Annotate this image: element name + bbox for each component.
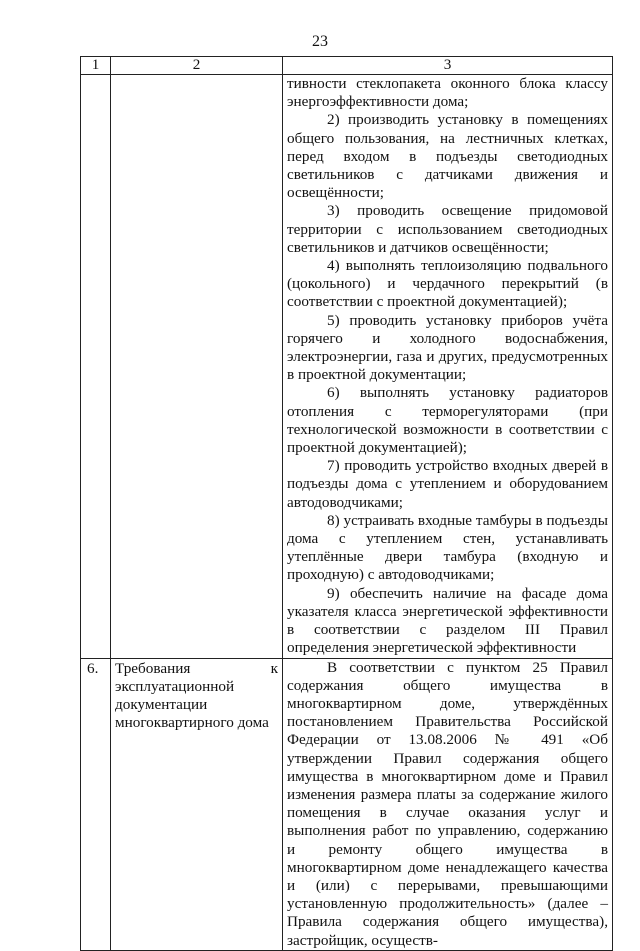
header-col-1: 1 [81, 57, 111, 75]
paragraph-item-9: 9) обеспечить наличие на фасаде дома указателя класса энергетической эффективности в соответствии с разделом III Правил определения энергетической эффективности [287, 584, 608, 657]
row-number: 6. [81, 658, 111, 950]
row-title-empty [111, 75, 283, 659]
paragraph-row6: В соответствии с пунктом 25 Правил содержания общего имущества в многоквартирном доме, утверждённых постановлением Правительства Российской Федерации от 13.08.2006 № 491 «Об утверждении Правил содержания общего имущества в многоквартирном доме и Правил изменения размера платы за содержание жилого помещения в случае оказания услуг и выполнения работ по управлению, содержанию и ремонту общего имущества в многоквартирном доме ненадлежащего качества и (или) с перерывами, превышающими установленную продолжительность» (далее – Правила содержания общего имущества), застройщик, осуществ- [287, 658, 608, 949]
row-content-cell [283, 75, 613, 659]
page-number: 23 [312, 33, 328, 50]
table-row-6 [81, 658, 613, 950]
paragraph-item-4: 4) выполнять теплоизоляцию подвального (цокольного) и чердачного перекрытий (в соответствии с проектной документацией); [287, 257, 608, 311]
paragraph-item-8: 8) устраивать входные тамбуры в подъезды дома с утеплением стен, устанавливать утеплённые двери тамбура (входную и проходную) с автодоводчиками; [287, 511, 608, 584]
paragraph-item-7: 7) проводить устройство входных дверей в подъезды дома с утеплением и оборудованием автодоводчиками; [287, 457, 608, 511]
paragraph-item-5: 5) проводить установку приборов учёта горячего и холодного водоснабжения, электроэнергии, газа и других, предусмотренных в проектной документации; [287, 311, 608, 384]
table-header-row [81, 57, 613, 75]
paragraph-item-3: 3) проводить освещение придомовой территории с использованием светодиодных светильников и датчиков освещённости; [287, 202, 608, 256]
paragraph-continuation: тивности стеклопакета оконного блока классу энергоэффективности дома; [287, 75, 608, 111]
row-content-cell [283, 658, 613, 950]
row-number-empty [81, 75, 111, 659]
row-title: Требования к эксплуатационной документации многоквартирного дома [111, 658, 283, 950]
requirements-table [80, 56, 613, 951]
paragraph-item-6: 6) выполнять установку радиаторов отопления с терморегуляторами (при технологической возможности в соответствии с проектной документацией); [287, 384, 608, 457]
paragraph-item-2: 2) производить установку в помещениях общего пользования, на лестничных клетках, перед входом в подъезды светодиодных светильников с датчиками движения и освещённости; [287, 111, 608, 202]
header-col-2: 2 [111, 57, 283, 75]
table-row-continued [81, 75, 613, 659]
header-col-3: 3 [283, 57, 613, 75]
